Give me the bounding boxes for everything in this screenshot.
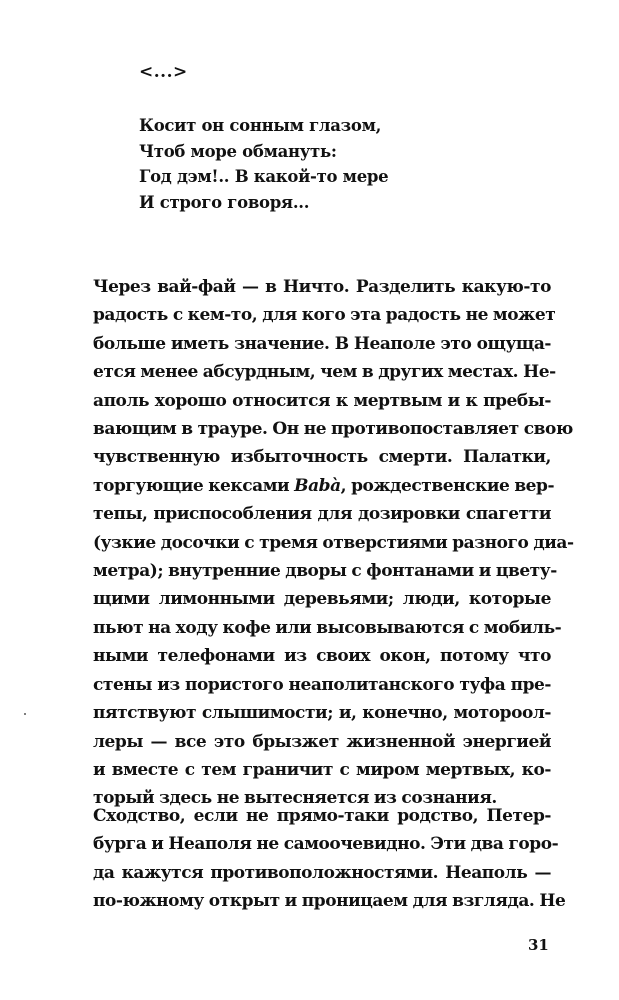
text-line: стены из пористого неаполитанского туфа пре-: [93, 674, 551, 695]
text-line: пятствуют слышимости; и, конечно, мотороол-: [93, 703, 551, 724]
text-line: ными телефонами из своих окон, потому что: [93, 646, 551, 667]
paragraph-petersburg-naples: [93, 802, 566, 916]
text-line: метра); внутренние дворы с фонтанами и цвету-: [93, 561, 557, 582]
poem-line: Чтоб море обмануть:: [139, 141, 337, 161]
text-segment: торгующие кексами: [93, 475, 295, 496]
text-line: Через вай-фай — в Ничто. Разделить какую-то: [93, 277, 551, 297]
poem-stanza: [139, 113, 388, 215]
text-line: Сходство, если не прямо-таки родство, Петер-: [93, 806, 551, 826]
text-line: и вместе с тем граничит с миром мертвых, ко-: [93, 759, 551, 780]
text-line: чувственную избыточность смерти. Палатки,: [93, 447, 551, 468]
text-line-with-italic: [93, 472, 555, 500]
text-line: аполь хорошо относится к мертвым и к пребы-: [93, 390, 551, 411]
italic-term-baba: Babà: [294, 475, 341, 496]
text-line: радость с кем-то, для кого эта радость не может: [93, 305, 556, 326]
page-number: 31: [528, 936, 549, 954]
text-line: бурга и Неаполя не самоочевидно. Эти два горо-: [93, 834, 559, 855]
text-line: (узкие досочки с тремя отверстиями разного диа-: [93, 532, 574, 553]
poem-line: Год дэм!.. В какой-то мере: [139, 167, 389, 186]
poem-line: И строго говоря...: [139, 192, 310, 212]
text-line: да кажутся противоположностями. Неаполь —: [93, 862, 551, 883]
text-line: ется менее абсурдным, чем в других местах. Не-: [93, 362, 556, 383]
text-line: больше иметь значение. В Неаполе это ощуща-: [93, 333, 551, 354]
text-line: по-южному открыт и проницаем для взгляда. Не: [93, 891, 566, 912]
paragraph-naples-mourning: [93, 273, 574, 813]
text-segment: , рождественские вер-: [340, 475, 555, 496]
text-line: вающим в трауре. Он не противопоставляет свою: [93, 419, 573, 440]
text-line: леры — все это брызжет жизненной энергией: [93, 731, 551, 752]
scan-speck: [24, 713, 26, 715]
omission-marker: <...>: [139, 62, 188, 82]
text-line: пьют на ходу кофе или высовываются с мобиль-: [93, 617, 562, 638]
poem-line: Косит он сонным глазом,: [139, 116, 382, 135]
text-line: торый здесь не вытесняется из сознания.: [93, 788, 497, 809]
text-line: тепы, приспособления для дозировки спагетти: [93, 504, 551, 525]
text-line: щими лимонными деревьями; люди, которые: [93, 589, 551, 610]
